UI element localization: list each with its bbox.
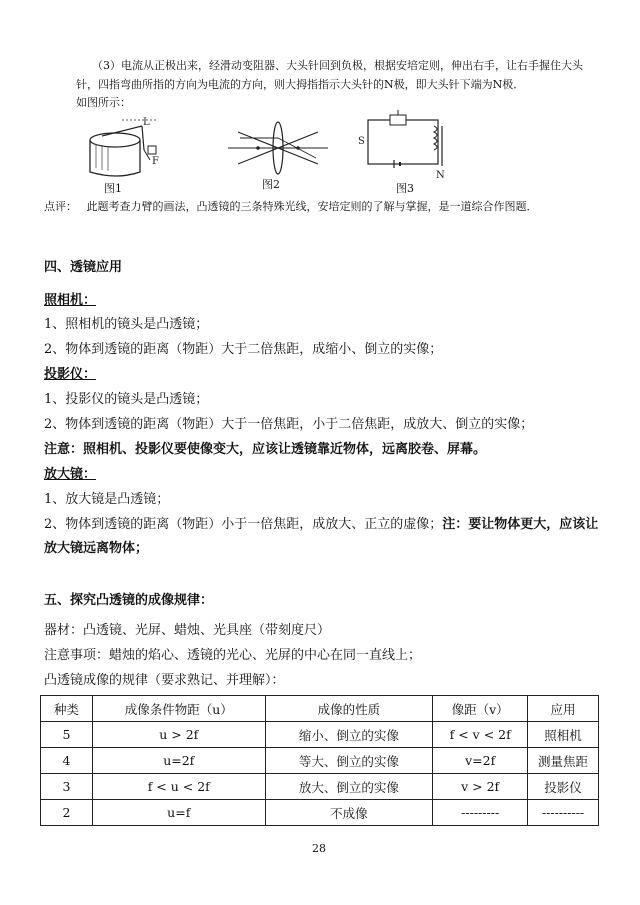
table-row	[41, 800, 599, 826]
magnifier-item-2-note: 注：要让物体更大，应该让	[442, 517, 599, 532]
table-cell: 2	[41, 800, 93, 826]
figure-1-lever-diagram	[82, 110, 182, 182]
magnifier-item-2-continued: 放大镜远离物体；	[44, 541, 149, 556]
table-row	[41, 774, 599, 800]
table-cell: 投影仪	[528, 774, 599, 800]
step3-line1: （3）电流从正极出来，经滑动变阻器、大头针回到负极，根据安培定则，伸出右手，让右手握住大头	[92, 59, 583, 72]
table-header-row	[41, 696, 599, 722]
table-cell: 测量焦距	[528, 748, 599, 774]
table-cell: 5	[41, 722, 93, 748]
figure-2-caption: 图2	[262, 178, 280, 191]
table-header-cell: 应用	[528, 696, 599, 722]
figure-3-label-s: S	[358, 136, 365, 147]
table-cell: v > 2f	[433, 774, 528, 800]
table-header-cell: 成像的性质	[265, 696, 433, 722]
step3-line3: 如图所示：	[76, 96, 131, 109]
table-cell: 照相机	[528, 722, 599, 748]
section-5-heading: 五、探究凸透镜的成像规律：	[44, 593, 214, 608]
comment-text: 此题考查力臂的画法，凸透镜的三条特殊光线，安培定则的了解与掌握，是一道综合作图题．	[86, 200, 538, 213]
rule-intro-text: 凸透镜成像的规律（要求熟记、并理解）：	[44, 673, 285, 688]
notice-text: 注意事项：蜡烛的焰心、透镜的光心、光屏的中心在同一直线上；	[44, 648, 422, 663]
table-cell: ---------	[433, 800, 528, 826]
table-cell: ----------	[528, 800, 599, 826]
table-header-cell: 成像条件物距（u）	[92, 696, 265, 722]
section-4-heading: 四、透镜应用	[44, 260, 123, 275]
magnifier-item-1: 1、放大镜是凸透镜；	[44, 492, 170, 507]
camera-item-2: 2、物体到透镜的距离（物距）大于二倍焦距，成缩小、倒立的实像；	[44, 342, 443, 357]
figure-2-lens-rays	[228, 118, 328, 178]
table-cell: 不成像	[265, 800, 433, 826]
table-header-cell: 种类	[41, 696, 93, 722]
magnifier-item-2	[44, 516, 598, 534]
comment-label: 点评：	[44, 200, 77, 213]
figure-1-caption: 图1	[104, 182, 122, 195]
equipment-text: 器材：凸透镜、光屏、蜡烛、光具座（带刻度尺）	[44, 623, 331, 638]
table-cell: f < u < 2f	[92, 774, 265, 800]
figure-3-caption: 图3	[396, 182, 414, 195]
table-row	[41, 748, 599, 774]
projector-note: 注意：照相机、投影仪要使像变大，应该让透镜靠近物体，远离胶卷、屏幕。	[44, 442, 487, 457]
table-cell: 缩小、倒立的实像	[265, 722, 433, 748]
projector-item-1: 1、投影仪的镜头是凸透镜；	[44, 392, 209, 407]
figure-1-label-l: L	[143, 117, 150, 128]
table-cell: 4	[41, 748, 93, 774]
imaging-rules-table	[40, 695, 599, 826]
table-cell: u=f	[92, 800, 265, 826]
table-cell: 3	[41, 774, 93, 800]
table-cell: v=2f	[433, 748, 528, 774]
projector-item-2: 2、物体到透镜的距离（物距）大于一倍焦距，小于二倍焦距，成放大、倒立的实像；	[44, 417, 534, 432]
comment	[44, 197, 538, 217]
camera-title: 照相机：	[44, 293, 97, 308]
table-cell: u > 2f	[92, 722, 265, 748]
step3-line2: 针，四指弯曲所指的方向为电流的方向，则大拇指指示大头针的N极，即大头针下端为N极．	[76, 78, 525, 91]
figure-3-label-n: N	[436, 170, 445, 180]
projector-title: 投影仪：	[44, 367, 97, 382]
table-cell: 放大、倒立的实像	[265, 774, 433, 800]
table-row	[41, 722, 599, 748]
table-cell: u=2f	[92, 748, 265, 774]
page-number: 28	[312, 842, 326, 855]
table-cell: f < v < 2f	[433, 722, 528, 748]
camera-item-1: 1、照相机的镜头是凸透镜；	[44, 317, 209, 332]
magnifier-item-2-text: 2、物体到透镜的距离（物距）小于一倍焦距，成放大、正立的虚像；	[44, 517, 443, 532]
table-header-cell: 像距（v）	[433, 696, 528, 722]
table-cell: 等大、倒立的实像	[265, 748, 433, 774]
figure-1-label-f: F	[152, 156, 159, 167]
magnifier-title: 放大镜：	[44, 467, 97, 482]
figure-3-circuit-diagram	[358, 108, 448, 180]
